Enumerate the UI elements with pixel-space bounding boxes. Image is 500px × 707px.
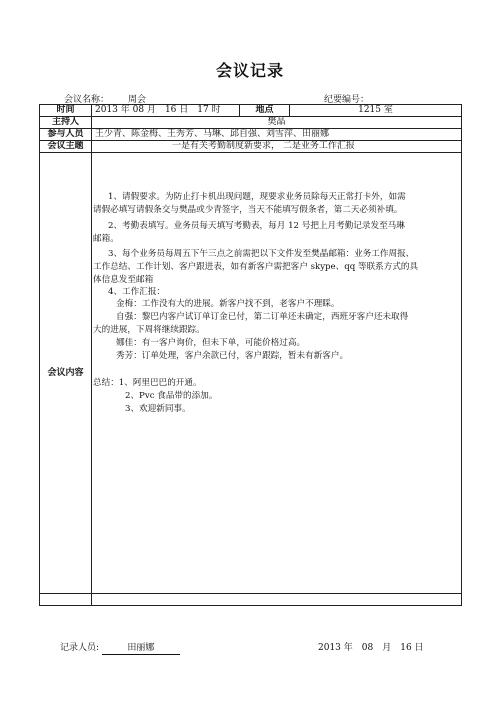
location-label: 地点 [240,105,290,117]
content-line-11: 大的进展，下周将继续跟踪。 [93,325,205,335]
record-id-label: 纪要编号： [324,95,370,105]
content-line-1: 1、请假要求。为防止打卡机出现问题，现要求业务员除每天正常打卡外，如需 [108,192,406,202]
participants-value: 王少青、陈金梅、王秀芳、马琳、邱自强、刘雪萍、田丽娜 [92,129,462,141]
document-title: 会议记录 [215,61,284,80]
participants-label: 参与人员 [40,129,92,141]
content-row [40,153,462,594]
time-value: 2013 年 08 月 16 日 17 时 [92,105,240,117]
topic-label: 会议主题 [40,141,92,153]
meeting-name-label: 会议名称： [64,95,110,105]
content-line-8: 4、工作汇报： [108,287,166,297]
blank-cell-right [92,594,462,606]
summary-line-2: 2、Pvc 食品带的添加。 [125,391,218,401]
content-line-5: 3、每个业务员每周五下午三点之前需把以下文件发至樊晶邮箱：业务工作周报、 [108,249,415,259]
time-row [40,105,462,117]
content-line-12: 娜佳：有一客户询价，但未下单，可能价格过高。 [116,338,306,348]
content-line-7: 体信息发至邮箱 [93,275,154,285]
time-label: 时间 [40,105,92,117]
host-label: 主持人 [40,117,92,129]
location-value: 1215 室 [290,105,462,117]
meeting-name-value: 周会 [128,95,147,105]
participants-row [40,129,462,141]
topic-value: 一是有关考勤制度新要求， 二是业务工作汇报 [92,141,462,153]
recorder-label: 记录人员: [60,643,100,653]
summary-line-3: 3、欢迎新同事。 [125,404,191,414]
content-line-6: 工作总结、工作计划、客户跟进表，如有新客户需把客户 skype、qq 等联系方式的具 [93,262,419,272]
content-line-10: 自强：黎巴内客户试订单订金已付，第二订单还未确定，西班牙客户还未取得 [116,312,409,322]
content-line-13: 秀芳：订单处理，客户余款已付，客户跟踪，暂未有新客户。 [116,351,349,361]
recorder-field [60,640,180,655]
recorder-name: 田丽娜 [102,643,180,655]
content-line-2: 请假必填写请假条交与樊晶或少青签字，当天不能填写假条者，第二天必须补填。 [93,205,403,215]
blank-cell-left [40,594,92,606]
record-date: 2013 年 08 月 16 日 [318,643,424,653]
content-line-9: 金梅：工作没有大的进展。新客户找不到，老客户不理睬。 [116,299,340,309]
host-row [40,117,462,129]
content-label: 会议内容 [40,153,92,594]
topic-row [40,141,462,153]
host-value: 樊晶 [92,117,462,129]
summary-line-1: 总结：1、阿里巴巴的开通。 [93,378,202,388]
content-cell [92,153,462,594]
blank-row [40,594,462,606]
content-line-3: 2、考勤表填写。业务员每天填写考勤表，每月 12 号把上月考勤记录发至马琳 [108,221,405,231]
content-line-4: 邮箱。 [93,234,119,244]
